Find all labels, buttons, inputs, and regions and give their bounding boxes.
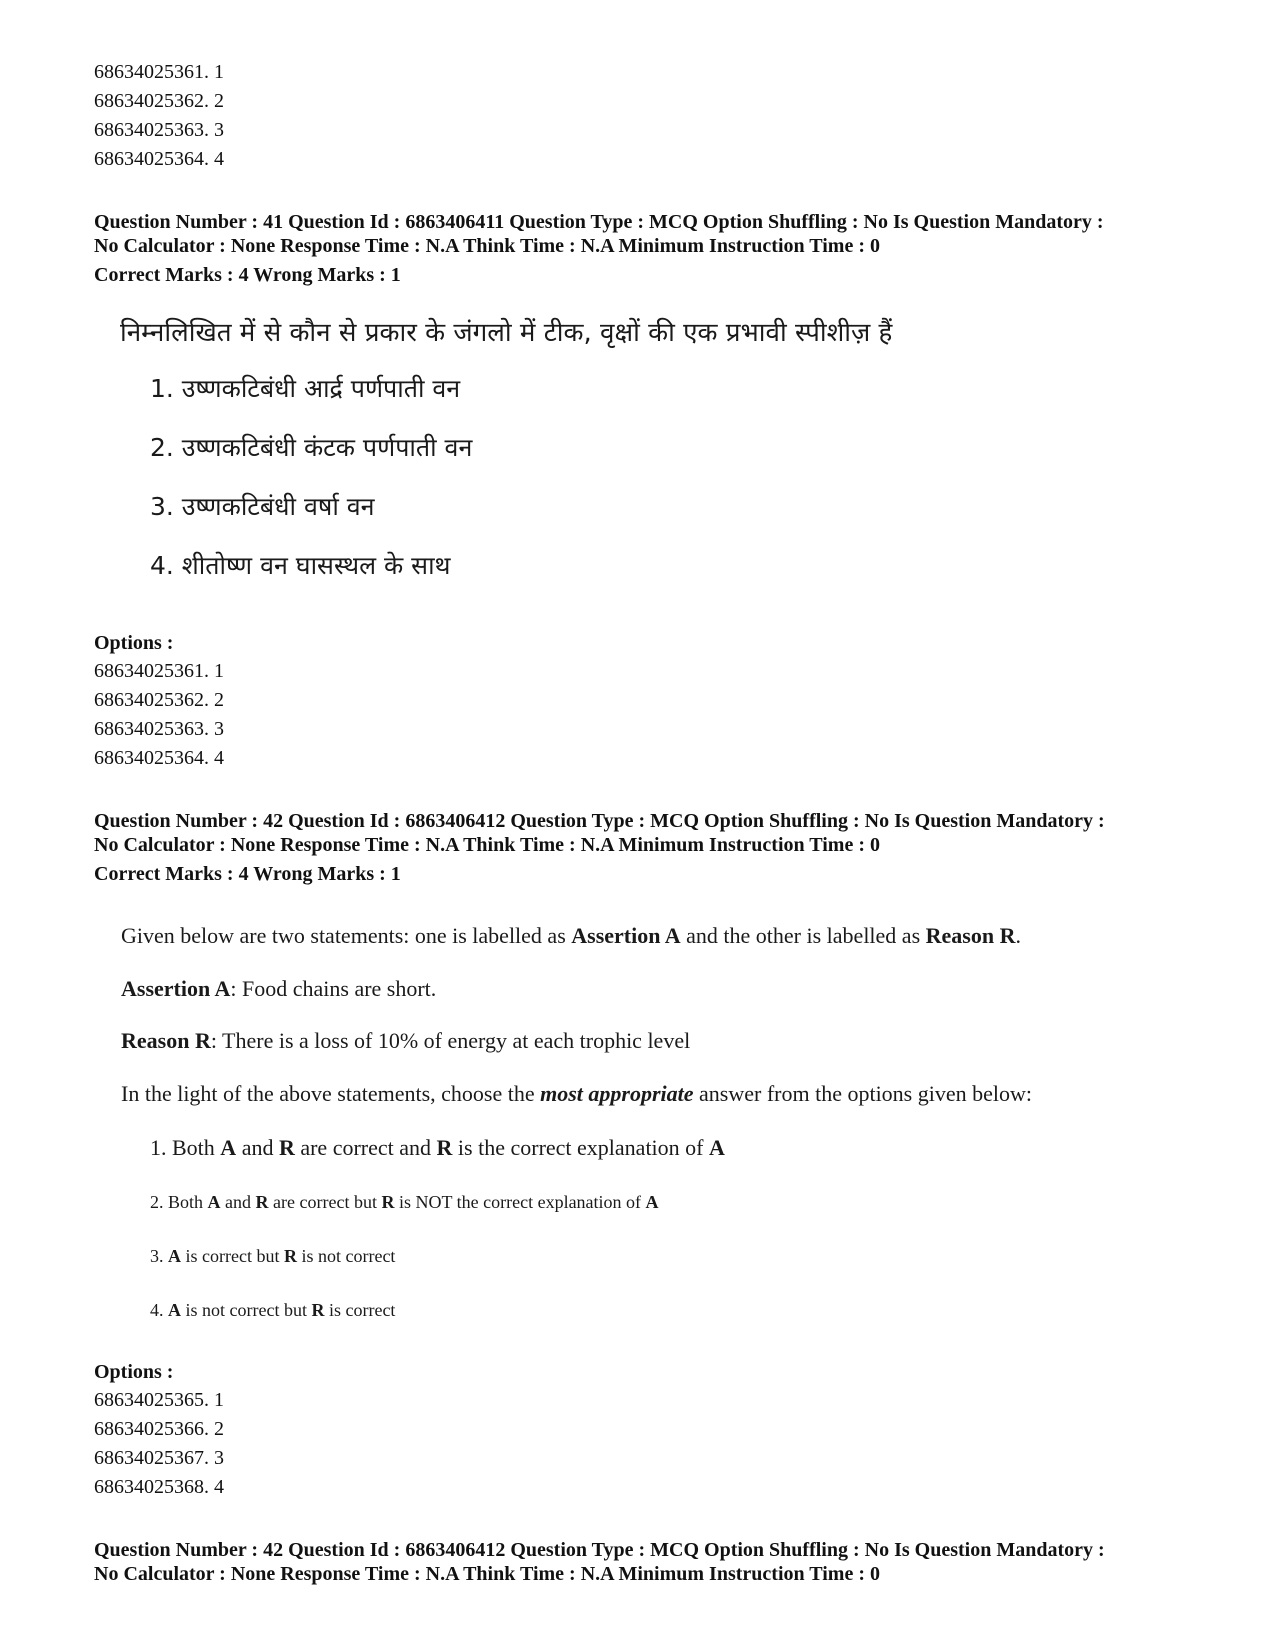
text-run: is the correct explanation of [452, 1135, 709, 1160]
options-label: Options : [94, 632, 174, 654]
bold-text: R [381, 1192, 395, 1212]
option-line: 68634025361. 1 [94, 61, 224, 83]
bold-text: A [709, 1135, 725, 1160]
bold-text: Assertion A [571, 923, 681, 948]
bold-text: A [168, 1246, 181, 1266]
reason-label: Reason R [121, 1028, 211, 1053]
emphasis-text: most appropriate [540, 1081, 694, 1106]
option-line: 68634025367. 3 [94, 1447, 224, 1469]
bold-text: R [436, 1135, 453, 1160]
option-line: 68634025362. 2 [94, 689, 224, 711]
question-meta-line2: No Calculator : None Response Time : N.A Think Time : N.A Minimum Instruction Time : 0 [94, 235, 880, 257]
question-instruction [121, 1081, 1032, 1107]
bold-text: R [278, 1135, 295, 1160]
bold-text: Reason R [925, 923, 1016, 948]
question-42 [94, 809, 1194, 1502]
question-stem: निम्नलिखित में से कौन से प्रकार के जंगलो में टीक, वृक्षों की एक प्रभावी स्पीशीज़ हैं [120, 318, 893, 348]
option-line: 68634025364. 4 [94, 148, 224, 170]
option-line: 68634025363. 3 [94, 119, 224, 141]
question-marks: Correct Marks : 4 Wrong Marks : 1 [94, 863, 401, 885]
text-run: 4. [150, 1300, 168, 1320]
text-run: are correct and [294, 1135, 437, 1160]
choice-2 [150, 1192, 659, 1213]
question-meta-line1: Question Number : 42 Question Id : 6863406412 Question Type : MCQ Option Shuffling : No Is Question Mandatory : [94, 1539, 1105, 1561]
option-line: 68634025365. 1 [94, 1389, 224, 1411]
text-run: 3. [150, 1246, 168, 1266]
choice-4: 4. शीतोष्ण वन घासस्थल के साथ [150, 551, 451, 580]
option-line: 68634025364. 4 [94, 747, 224, 769]
text-run: and the other is labelled as [680, 923, 926, 948]
text-run: 2. Both [150, 1192, 208, 1212]
question-41 [94, 210, 1194, 773]
reason-statement [121, 1028, 690, 1054]
text-run: is NOT the correct explanation of [394, 1192, 646, 1212]
question-42-repeat [94, 1538, 1194, 1586]
text-run: 1. Both [150, 1135, 221, 1160]
question-meta-line2: No Calculator : None Response Time : N.A Think Time : N.A Minimum Instruction Time : 0 [94, 834, 880, 856]
bold-text: A [645, 1192, 659, 1212]
document-page [94, 58, 1194, 1586]
text-run: . [1015, 923, 1021, 948]
question-meta-line2: No Calculator : None Response Time : N.A Think Time : N.A Minimum Instruction Time : 0 [94, 1563, 880, 1585]
text-run: and [220, 1192, 256, 1212]
text-run: is not correct [296, 1246, 396, 1266]
bold-text: A [220, 1135, 237, 1160]
text-run: is correct [324, 1300, 396, 1320]
question-image-hindi [94, 289, 1194, 629]
assertion-statement [121, 976, 436, 1002]
choice-1: 1. उष्णकटिबंधी आर्द्र पर्णपाती वन [150, 374, 461, 403]
text-run: answer from the options given below: [693, 1081, 1033, 1106]
option-line: 68634025361. 1 [94, 660, 224, 682]
choice-2: 2. उष्णकटिबंधी कंटक पर्णपाती वन [150, 433, 473, 462]
text-run: are correct but [268, 1192, 382, 1212]
question-meta-line1: Question Number : 42 Question Id : 6863406412 Question Type : MCQ Option Shuffling : No Is Question Mandatory : [94, 810, 1105, 832]
choice-1 [150, 1135, 725, 1161]
option-line: 68634025363. 3 [94, 718, 224, 740]
question-marks: Correct Marks : 4 Wrong Marks : 1 [94, 264, 401, 286]
assertion-text: : Food chains are short. [230, 976, 437, 1001]
text-run: In the light of the above statements, choose the [121, 1081, 541, 1106]
bold-text: R [255, 1192, 269, 1212]
options-label: Options : [94, 1361, 174, 1383]
option-line: 68634025366. 2 [94, 1418, 224, 1440]
bold-text: R [311, 1300, 325, 1320]
text-run: Given below are two statements: one is labelled as [121, 923, 572, 948]
text-run: and [236, 1135, 279, 1160]
bold-text: A [207, 1192, 221, 1212]
option-line: 68634025362. 2 [94, 90, 224, 112]
assertion-label: Assertion A [121, 976, 231, 1001]
reason-text: : There is a loss of 10% of energy at each trophic level [210, 1028, 691, 1053]
choice-4 [150, 1300, 395, 1321]
option-line: 68634025368. 4 [94, 1476, 224, 1498]
question-intro [121, 923, 1021, 949]
question-image-english [94, 888, 1194, 1358]
choice-3: 3. उष्णकटिबंधी वर्षा वन [150, 492, 375, 521]
text-run: is correct but [181, 1246, 284, 1266]
bold-text: A [168, 1300, 181, 1320]
bold-text: R [283, 1246, 297, 1266]
choice-3 [150, 1246, 395, 1267]
text-run: is not correct but [181, 1300, 312, 1320]
previous-question-options [94, 58, 1194, 174]
question-meta-line1: Question Number : 41 Question Id : 6863406411 Question Type : MCQ Option Shuffling : No Is Question Mandatory : [94, 211, 1104, 233]
